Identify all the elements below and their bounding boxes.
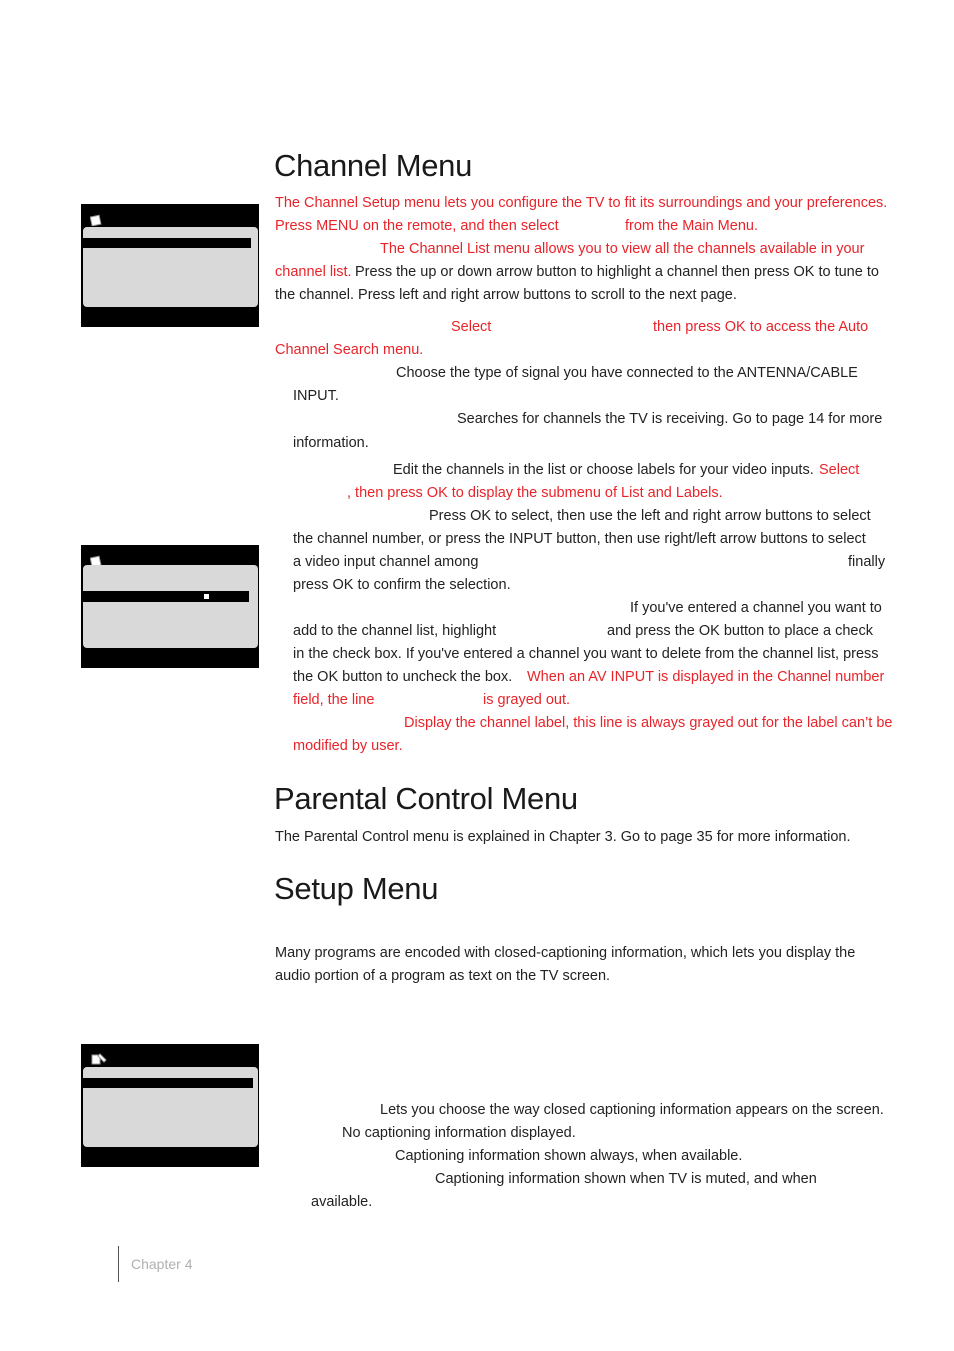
channel-search-desc-cont: information. — [293, 435, 369, 451]
closed-caption-intro: Many programs are encoded with closed-captioning information, which lets you display the — [275, 945, 856, 961]
edit-channels-submenu: , then press OK to display the submenu of List and Labels. — [347, 485, 723, 501]
checkbox-icon — [204, 594, 209, 599]
channel-list-desc-cont: channel list. — [275, 264, 352, 280]
closed-caption-intro-cont: audio portion of a program as text on the TV screen. — [275, 968, 611, 984]
channel-number-desc: Press OK to select, then use the left and right arrow buttons to select — [429, 508, 871, 524]
channel-list-desc: The Channel List menu allows you to view all the channels available in your — [380, 241, 865, 257]
chapter-label: Chapter 4 — [131, 1256, 193, 1272]
menu-highlight-bar — [83, 591, 249, 602]
edit-channels-select: Select — [819, 462, 860, 478]
in-list-desc-uncheck: the OK button to uncheck the box. — [293, 669, 513, 685]
channel-label-desc: Display the channel label, this line is always grayed out for the label can’t be — [404, 715, 893, 731]
in-list-av-note-grayed: is grayed out. — [483, 692, 571, 708]
cc-on-desc: Captioning information shown always, when available. — [395, 1148, 743, 1164]
setup-menu-title: Setup Menu — [274, 871, 439, 906]
in-list-desc-delete: in the check box. If you've entered a channel you want to delete from the channel list, press — [293, 646, 879, 662]
channel-setup-intro-cont-a: Press MENU on the remote, and then select — [275, 218, 559, 234]
auto-search-menu-label: Channel Search menu. — [275, 342, 424, 358]
in-list-av-note: When an AV INPUT is displayed in the Channel number — [527, 669, 885, 685]
channel-number-desc-confirm: press OK to confirm the selection. — [293, 577, 511, 593]
parental-control-desc: The Parental Control menu is explained in Chapter 3. Go to page 35 for more information. — [275, 829, 851, 845]
setup-tools-icon — [91, 1052, 107, 1066]
cc-mute-desc-cont: available. — [311, 1194, 373, 1210]
channel-list-instructions: Press the up or down arrow button to highlight a channel then press OK to tune to — [355, 264, 879, 280]
channel-setup-intro: The Channel Setup menu lets you configure the TV to fit its surroundings and your preferences. — [275, 195, 888, 211]
in-list-desc-check: and press the OK button to place a check — [607, 623, 873, 639]
parental-control-menu-title: Parental Control Menu — [274, 781, 578, 816]
cc-off-desc: No captioning information displayed. — [342, 1125, 576, 1141]
signal-type-desc-cont: INPUT. — [293, 388, 339, 404]
cc-mode-desc: Lets you choose the way closed captioning information appears on the screen. — [380, 1102, 884, 1118]
setup-menu-screenshot — [81, 1044, 259, 1167]
channel-list-instructions-cont: the channel. Press left and right arrow buttons to scroll to the next page. — [275, 287, 737, 303]
edit-channels-desc: Edit the channels in the list or choose labels for your video inputs. — [393, 462, 814, 478]
menu-panel — [83, 565, 258, 648]
menu-highlight-bar — [83, 238, 251, 248]
channel-number-desc-finally: finally — [848, 554, 886, 570]
in-list-desc-highlight: add to the channel list, highlight — [293, 623, 497, 639]
channel-edit-screenshot — [81, 545, 259, 668]
channel-label-desc-cont: modified by user. — [293, 738, 403, 754]
menu-highlight-bar — [83, 1078, 253, 1088]
channel-setup-intro-cont-b: from the Main Menu. — [625, 218, 758, 234]
auto-search-ok: then press OK to access the Auto — [653, 319, 869, 335]
cc-mute-desc: Captioning information shown when TV is muted, and when — [435, 1171, 817, 1187]
channel-number-desc-among: a video input channel among — [293, 554, 479, 570]
in-list-av-note-field: field, the line — [293, 692, 375, 708]
auto-search-select: Select — [451, 319, 492, 335]
channel-number-desc-cont: the channel number, or press the INPUT button, then use right/left arrow buttons to select — [293, 531, 866, 547]
channel-menu-screenshot — [81, 204, 259, 327]
signal-type-desc: Choose the type of signal you have connected to the ANTENNA/CABLE — [396, 365, 858, 381]
footer-divider — [118, 1246, 119, 1282]
tv-menu-icon — [90, 214, 102, 226]
in-list-desc: If you've entered a channel you want to — [630, 600, 882, 616]
channel-search-desc: Searches for channels the TV is receiving. Go to page 14 for more — [457, 411, 883, 427]
channel-menu-title: Channel Menu — [274, 148, 473, 183]
